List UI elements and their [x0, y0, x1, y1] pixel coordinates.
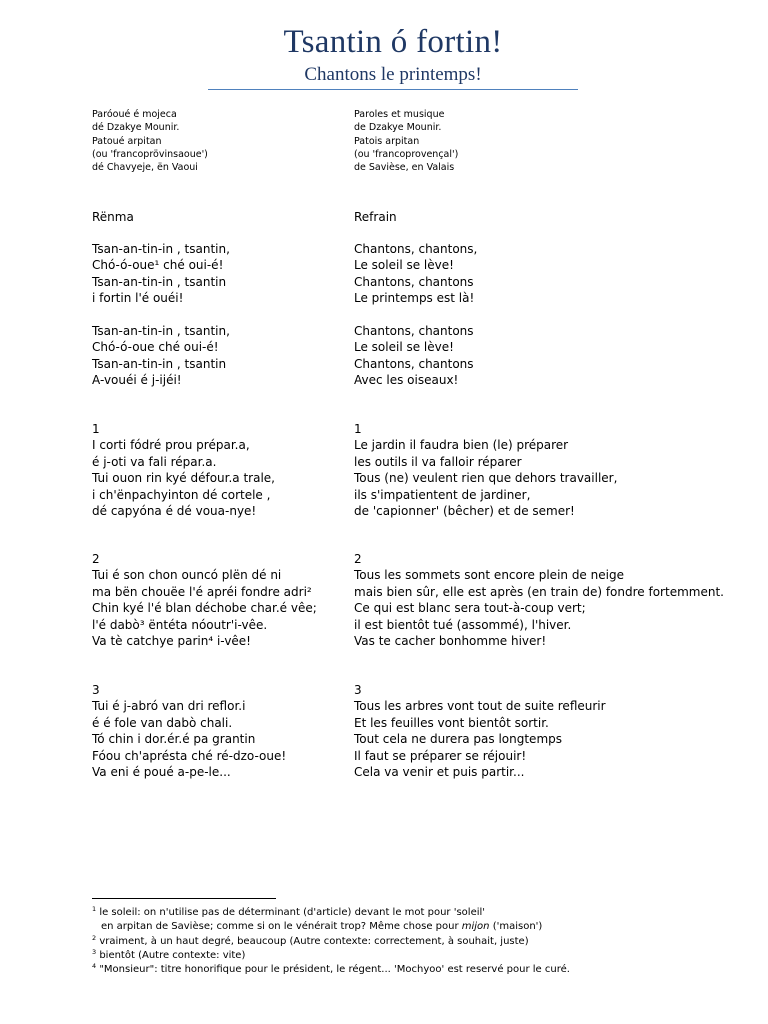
document-subtitle: Chantons le printemps!: [304, 64, 482, 85]
refrain-patois-stanza-2: [92, 323, 230, 389]
french-column: [354, 108, 724, 780]
footnote-text: ('maison'): [489, 921, 543, 933]
credit-line: de Savièse, en Valais: [354, 162, 455, 174]
footnote-text: bientôt (Autre contexte: vite): [96, 949, 246, 961]
lyric-line: Tui é son chon ouncó plën dé ni: [92, 568, 282, 583]
verse-1-french: [354, 421, 617, 519]
footnote-text: "Monsieur": titre honorifique pour le président, le régent... 'Mochyoo' est reservé pour le curé.: [96, 964, 570, 976]
lyric-line: Tsan-an-tin-in , tsantin,: [92, 242, 230, 256]
lyric-line: ils s'impatientent de jardiner,: [354, 487, 531, 502]
title-divider: [208, 89, 578, 90]
footnote-4: [92, 963, 752, 977]
lyric-line: Va eni é poué a-pe-le...: [92, 765, 231, 780]
credit-line: Paróoué é mojeca: [92, 109, 177, 120]
lyric-line: dé capyóna é dé voua-nye!: [92, 504, 257, 519]
lyric-line: l'é dabò³ ëntéta nóoutr'i-vêe.: [92, 617, 268, 632]
lyric-line: Tous (ne) veulent rien que dehors travailler,: [354, 471, 618, 486]
verse-2-french: [354, 551, 724, 649]
verse-number: 1: [354, 422, 362, 436]
verse-3-french: [354, 682, 606, 780]
footnote-mark: 2: [92, 933, 97, 942]
lyric-line: Fóou ch'aprésta ché ré-dzo-oue!: [92, 748, 287, 763]
credit-line: (ou 'francoprovençal'): [354, 148, 459, 160]
credit-line: dé Chavyeje, ën Vaoui: [92, 162, 198, 174]
verse-2-patois: [92, 551, 317, 649]
lyric-line: Tsan-an-tin-in , tsantin: [92, 356, 227, 371]
lyric-line: Tsan-an-tin-in , tsantin: [92, 274, 227, 289]
lyric-line: Tó chin i dor.ér.é pa grantin: [92, 732, 256, 747]
credit-line: dé Dzakye Mounir.: [92, 122, 180, 134]
lyric-line: Avec les oiseaux!: [354, 373, 459, 388]
lyric-line: Le soleil se lève!: [354, 258, 454, 273]
footnote-1: [92, 906, 752, 920]
footnote-3: [92, 949, 752, 963]
refrain-heading-patois: Rënma: [92, 210, 134, 224]
footnote-text: le soleil: on n'utilise pas de déterminant (d'article) devant le mot pour 'soleil': [96, 907, 486, 918]
lyric-line: i fortin l'é ouéi!: [92, 291, 184, 306]
lyric-line: les outils il va falloir réparer: [354, 454, 522, 469]
lyric-line: é j-oti va fali répar.a.: [92, 454, 217, 469]
lyric-line: Tsan-an-tin-in , tsantin,: [92, 324, 230, 338]
footnote-text: vraiment, à un haut degré, beaucoup (Autre contexte: correctement, à souhait, juste): [96, 935, 529, 947]
lyric-line: i ch'ënpachyinton dé cortele ,: [92, 487, 271, 502]
refrain-heading-french: Refrain: [354, 210, 397, 224]
lyric-line: Cela va venir et puis partir...: [354, 765, 525, 780]
credit-line: Paroles et musique: [354, 109, 445, 120]
lyric-line: Tui ouon rin kyé défour.a trale,: [92, 471, 275, 486]
verse-number: 3: [92, 683, 100, 697]
footnote-mark: 3: [92, 947, 97, 956]
credit-line: (ou 'francoprövinsaoue'): [92, 148, 208, 160]
lyric-line: Ce qui est blanc sera tout-à-coup vert;: [354, 601, 586, 616]
footnote-1-continued: [92, 920, 752, 934]
lyric-line: é é fole van dabò chali.: [92, 715, 233, 730]
lyric-line: Il faut se préparer se réjouir!: [354, 748, 527, 763]
credit-line: de Dzakye Mounir.: [354, 122, 442, 134]
lyric-line: Chin kyé l'é blan déchobe char.é vêe;: [92, 601, 317, 616]
french-credits: [354, 108, 714, 174]
lyric-line: I corti fódré prou prépar.a,: [92, 438, 250, 453]
lyric-line: Chó-ó-oue ché oui-é!: [92, 340, 219, 355]
lyric-line: Vas te cacher bonhomme hiver!: [354, 634, 547, 649]
verse-3-patois: [92, 682, 286, 780]
footnote-2: [92, 935, 752, 949]
lyric-line: Va tè catchye parin⁴ i-vêe!: [92, 634, 251, 649]
lyric-line: ma bën chouëe l'é apréi fondre adri²: [92, 584, 312, 599]
lyric-line: Le printemps est là!: [354, 291, 475, 306]
lyric-line: A-vouéi é j-ijéi!: [92, 373, 182, 388]
verse-number: 1: [92, 422, 100, 436]
lyric-line: Et les feuilles vont bientôt sortir.: [354, 715, 549, 730]
lyric-line: Tui é j-abró van dri reflor.i: [92, 699, 246, 714]
lyric-line: il est bientôt tué (assommé), l'hiver.: [354, 617, 572, 632]
document-title: Tsantin ó fortin!: [283, 24, 503, 60]
footnote-mark: 4: [92, 962, 97, 971]
lyric-line: Chantons, chantons: [354, 356, 474, 371]
lyric-line: Chó-ó-oue¹ ché oui-é!: [92, 258, 224, 273]
lyric-line: mais bien sûr, elle est après (en train de) fondre fortemment.: [354, 584, 724, 599]
lyric-line: Tout cela ne durera pas longtemps: [354, 732, 563, 747]
lyric-line: Tous les sommets sont encore plein de neige: [354, 568, 624, 583]
lyric-line: Chantons, chantons: [354, 274, 474, 289]
refrain-patois-stanza-1: [92, 241, 230, 307]
footnote-text: en arpitan de Savièse; comme si on le vénérait trop? Même chose pour: [101, 921, 462, 933]
credit-line: Patois arpitan: [354, 135, 420, 147]
lyric-line: Le soleil se lève!: [354, 340, 454, 355]
verse-number: 2: [354, 552, 362, 566]
footnote-mark: 1: [92, 905, 97, 913]
lyric-line: Chantons, chantons,: [354, 242, 478, 256]
verse-1-patois: [92, 421, 275, 519]
lyric-line: Tous les arbres vont tout de suite refleurir: [354, 699, 606, 714]
refrain-french-stanza-2: [354, 323, 474, 389]
footnote-separator: [92, 898, 276, 899]
lyric-line: Chantons, chantons: [354, 324, 474, 338]
refrain-french-stanza-1: [354, 241, 477, 307]
lyric-line: de 'capionner' (bêcher) et de semer!: [354, 504, 575, 519]
verse-number: 3: [354, 683, 362, 697]
verse-number: 2: [92, 552, 100, 566]
footnote-italic-word: mijon: [461, 921, 490, 933]
credit-line: Patoué arpitan: [92, 135, 162, 147]
footnotes: [92, 906, 752, 977]
lyric-line: Le jardin il faudra bien (le) préparer: [354, 438, 569, 453]
